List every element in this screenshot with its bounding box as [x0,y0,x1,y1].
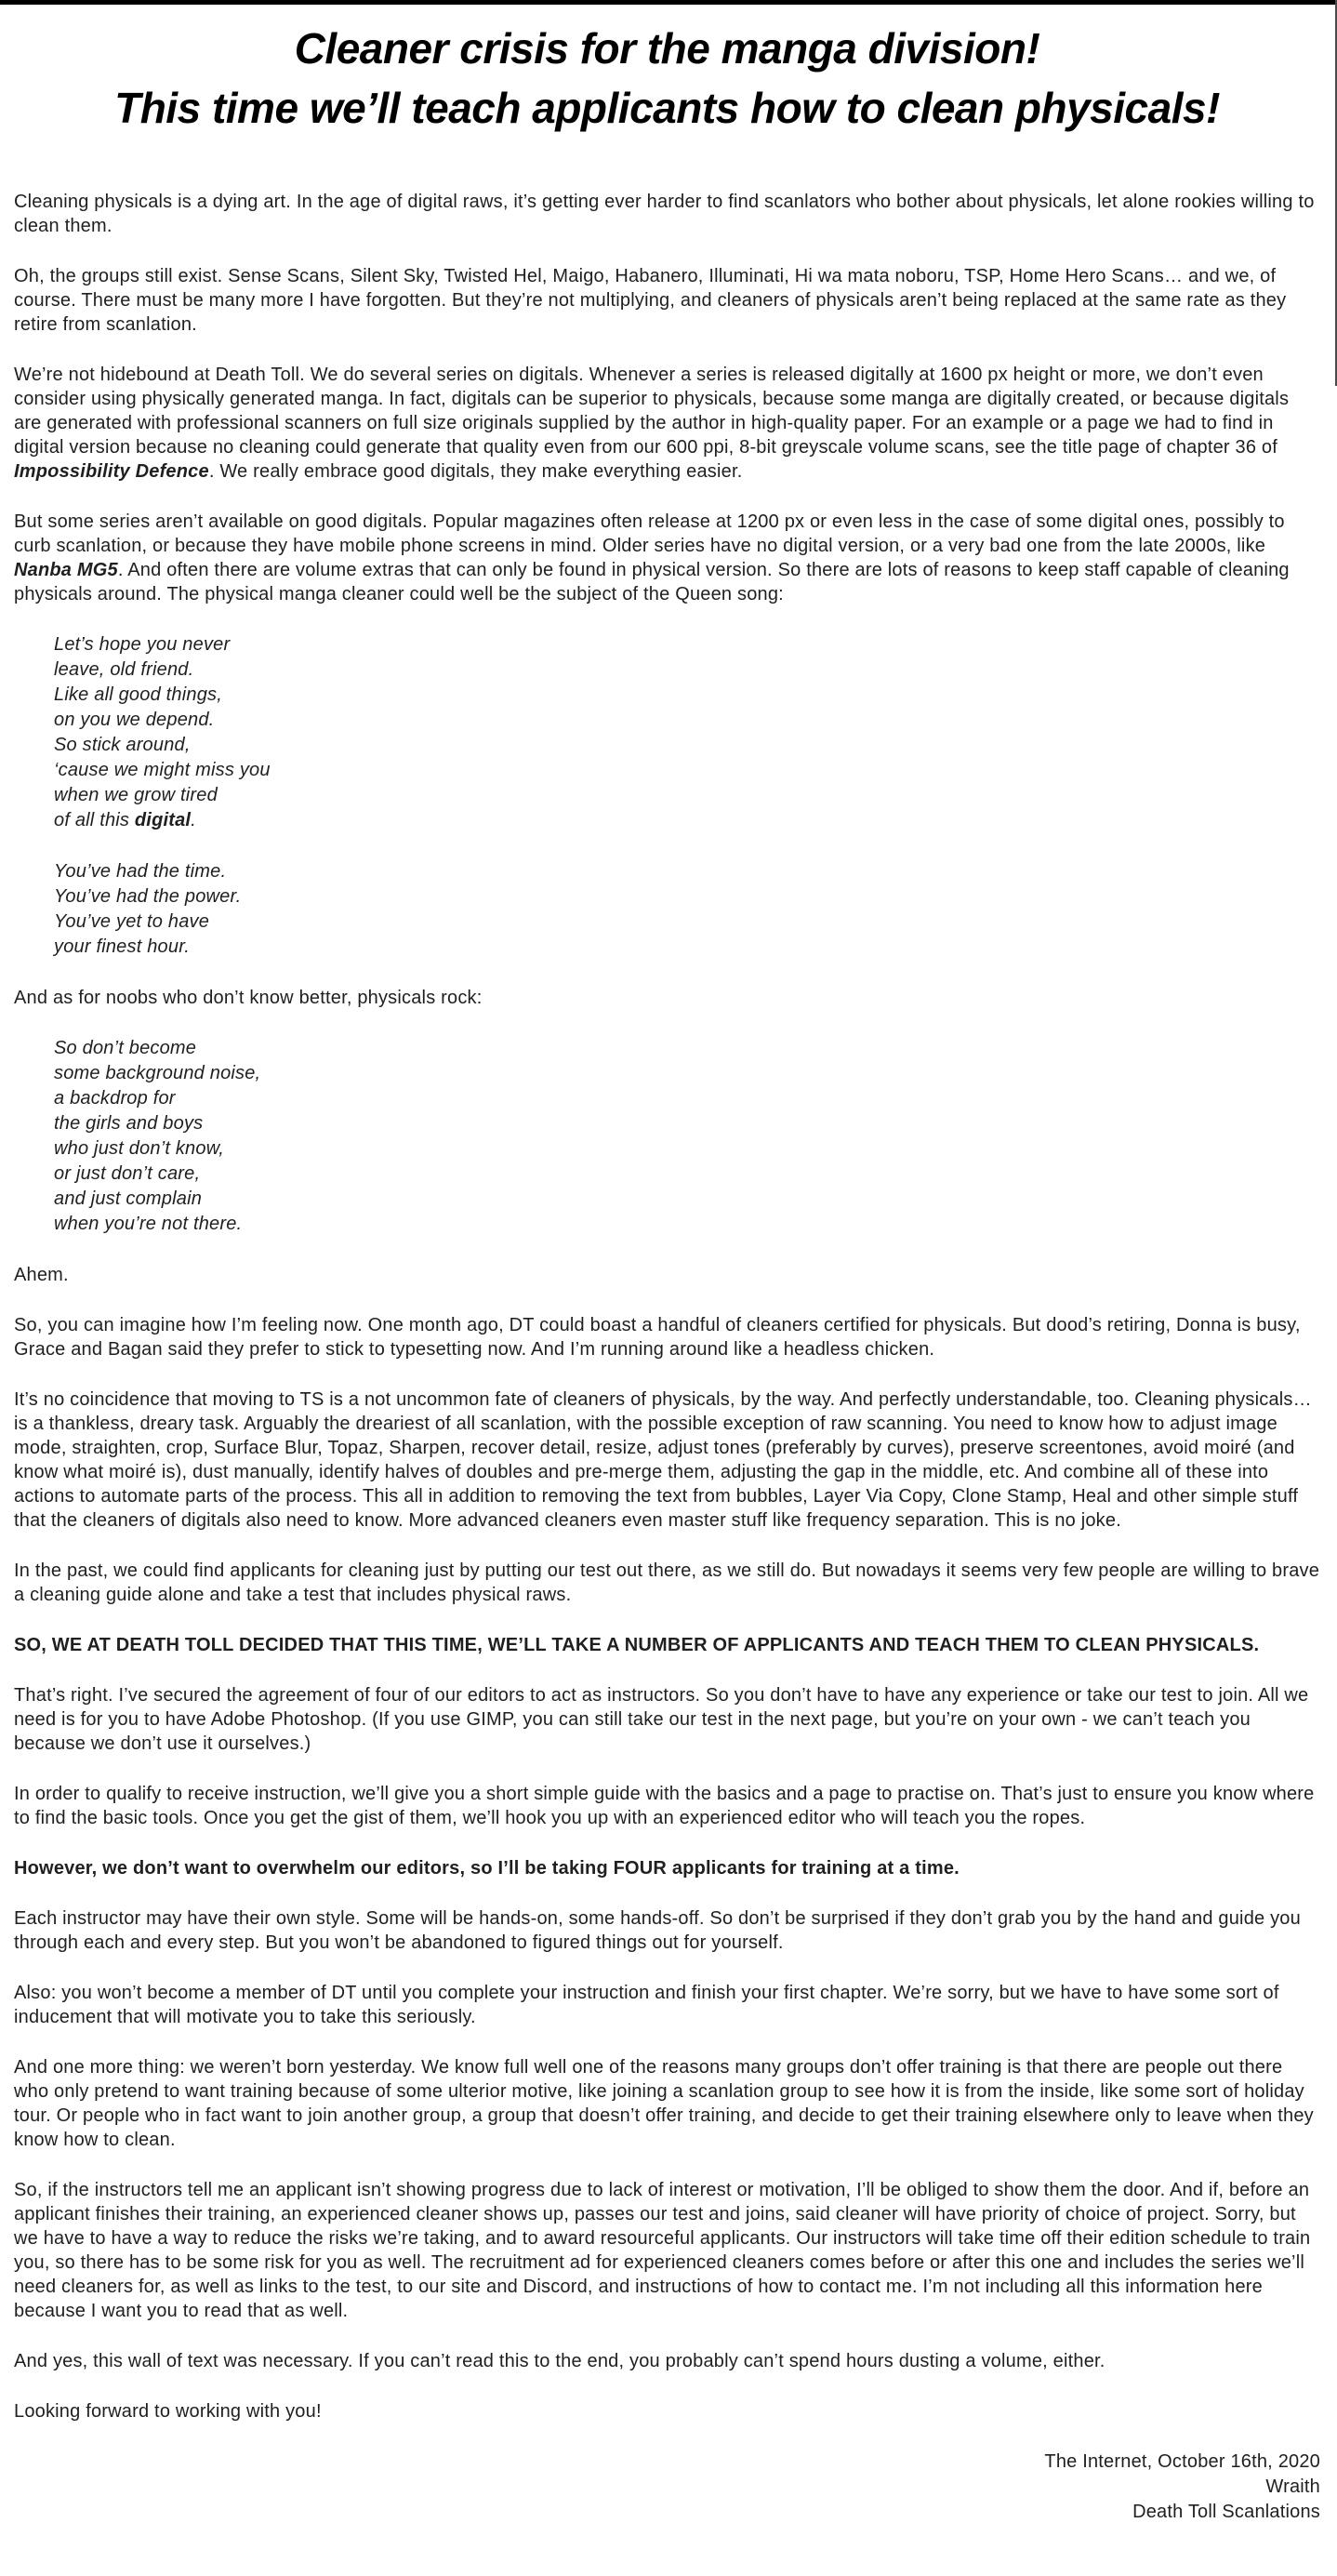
text-run: You’ve yet to have [54,911,210,932]
paragraph [14,190,1320,238]
paragraph [14,1981,1320,2029]
paragraph [14,1683,1320,1756]
verse-stanza [54,859,1320,960]
text-run: Nanba MG5 [14,560,118,580]
text-run: on you we depend. [54,710,215,730]
text-run: We’re not hidebound at Death Toll. We do several series on digitals. Whenever a series is released digitally at 1600 px height or more, we don’t even consider using physically generated manga. In fact, digitals can be superior to physicals, because some manga are digitally created, or because digitals are generated with professional scanners on full size originals supplied by the author in high-quality paper. For an example or a page we had to find in digital version because no cleaning could generate that quality even from our 600 ppi, 8-bit greyscale volume scans, see the title page of chapter 36 of [14,365,1290,458]
verse-line [54,783,1320,808]
verse-line [54,708,1320,733]
text-run: You’ve had the power. [54,886,242,907]
text-run: your finest hour. [54,936,191,957]
document-body [14,190,1320,2423]
text-run: In the past, we could find applicants for cleaning just by putting our test out there, as we still do. But nowadays it seems very few people are willing to brave a cleaning guide alone and take a test that includes physical raws. [14,1560,1320,1605]
verse-line [54,657,1320,683]
text-run: Also: you won’t become a member of DT until you complete your instruction and finish your first chapter. We’re sorry, but we have to have some sort of inducement that will motivate you to take this seriously. [14,1983,1279,2027]
text-run: However, we don’t want to overwhelm our editors, so I’ll be taking FOUR applicants for training at a time. [14,1858,960,1879]
paragraph [14,510,1320,606]
page-title-line-2: This time we’ll teach applicants how to clean physicals! [114,84,1220,132]
text-run: Looking forward to working with you! [14,2401,322,2422]
text-run: Impossibility Defence [14,461,209,482]
verse-line [54,1061,1320,1086]
text-run: SO, WE AT DEATH TOLL DECIDED THAT THIS TIME, WE’LL TAKE A NUMBER OF APPLICANTS AND TEACH THEM TO CLEAN PHYSICALS. [14,1635,1260,1655]
verse-line [54,1212,1320,1237]
text-run: who just don’t know, [54,1138,224,1159]
verse-line [54,910,1320,935]
signature-date: The Internet, October 16th, 2020 [1044,2451,1320,2472]
verse-line [54,859,1320,884]
text-run: That’s right. I’ve secured the agreement of four of our editors to act as instructors. So you don’t have to have any experience or take our test to join. All we need is for you to have Adobe Photoshop. (If you use GIMP, you can still take our test in the next page, but you’re on your own - we can’t teach you because we don’t use it ourselves.) [14,1685,1309,1754]
paragraph [14,986,1320,1010]
text-run: Ahem. [14,1265,69,1285]
signature-group: Death Toll Scanlations [1132,2502,1320,2522]
text-run: And one more thing: we weren’t born yesterday. We know full well one of the reasons many groups don’t offer training is that there are people out there who only pretend to want training because of some ulterior motive, like joining a scanlation group to see how it is from the inside, like some sort of holiday tour. Or people who in fact want to join another group, a group that doesn’t offer training, and decide to get their training elsewhere only to leave when they know how to clean. [14,2057,1314,2150]
verse-line [54,758,1320,783]
paragraph [14,1633,1320,1657]
verse-stanza [54,1036,1320,1237]
text-run: So, if the instructors tell me an applicant isn’t showing progress due to lack of interest or motivation, I’ll be obliged to show them the door. And if, before an applicant finishes their training, an experienced cleaner shows up, passes our test and joins, said cleaner will have priority of choice of project. Sorry, but we have to have a way to reduce the risks we’re taking, and to award resourceful applicants. Our instructors will take time off their edition schedule to train you, so there has to be some risk for you as well. The recruitment ad for experienced cleaners comes before or after this one and includes the series we’ll need cleaners for, as well as links to the test, to our site and Discord, and instructions of how to contact me. I’m not including all this information here because I want you to read that as well. [14,2180,1311,2321]
verse-line [54,1162,1320,1187]
verse-line [54,808,1320,833]
text-run: ‘cause we might miss you [54,760,271,780]
text-run: You’ve had the time. [54,861,227,882]
text-run: So stick around, [54,735,191,755]
paragraph [14,2055,1320,2152]
text-run: a backdrop for [54,1088,176,1109]
text-run: And yes, this wall of text was necessary. If you can’t read this to the end, you probably can’t spend hours dusting a volume, either. [14,2351,1105,2371]
page-title [14,13,1320,138]
verse-line [54,884,1320,910]
top-border-bar [0,0,1337,5]
verse-stanza [54,632,1320,833]
signature-author: Wraith [1265,2476,1320,2497]
text-run: Oh, the groups still exist. Sense Scans, Silent Sky, Twisted Hel, Maigo, Habanero, Illuminati, Hi wa mata noboru, TSP, Home Hero Scans… and we, of course. There must be many more I have forgotten. But they’re not multiplying, and cleaners of physicals aren’t being replaced at the same rate as they retire from scanlation. [14,266,1287,335]
paragraph [14,2178,1320,2323]
paragraph [14,1263,1320,1287]
verse-line [54,683,1320,708]
text-run: leave, old friend. [54,659,194,680]
signature-block [14,2450,1320,2525]
text-run: of all this [54,810,135,830]
text-run: . [191,810,196,830]
text-run: . We really embrace good digitals, they make everything easier. [208,461,743,482]
text-run: when we grow tired [54,785,218,805]
paragraph [14,2399,1320,2423]
text-run: and just complain [54,1188,203,1209]
verse-line [54,1111,1320,1136]
verse-line [54,1036,1320,1061]
text-run: It’s no coincidence that moving to TS is a not uncommon fate of cleaners of physicals, by the way. And perfectly understandable, too. Cleaning physicals… is a thankless, dreary task. Arguably the dreariest of all scanlation, with the possible exception of raw scanning. You need to know how to adjust image mode, straighten, crop, Surface Blur, Topaz, Sharpen, recover detail, resize, adjust tones (preferably by curves), preserve screentones, avoid moiré (and know what moiré is), dust manually, identify halves of doubles and pre-merge them, adjusting the gap in the middle, etc. And combine all of these into actions to automate parts of the process. This all in addition to removing the text from bubbles, Layer Via Copy, Clone Stamp, Heal and other simple stuff that the cleaners of digitals also need to know. More advanced cleaners even master stuff like frequency separation. This is no joke. [14,1389,1312,1531]
text-run: In order to qualify to receive instruction, we’ll give you a short simple guide with the basics and a page to practise on. That’s just to ensure you know where to find the basic tools. Once you get the gist of them, we’ll hook you up with an experienced editor who will teach you the ropes. [14,1784,1315,1828]
paragraph [14,1906,1320,1955]
text-run: or just don’t care, [54,1163,201,1184]
paragraph [14,1782,1320,1830]
verse-line [54,632,1320,657]
text-run: Like all good things, [54,684,222,705]
text-run: Cleaning physicals is a dying art. In the age of digital raws, it’s getting ever harder to find scanlators who bother about physicals, let alone rookies willing to clean them. [14,192,1315,236]
text-run: But some series aren’t available on good digitals. Popular magazines often release at 1200 px or even less in the case of some digital ones, possibly to curb scanlation, or because they have mobile phone screens in mind. Older series have no digital version, or a very bad one from the late 2000s, like [14,511,1285,556]
text-run: some background noise, [54,1063,261,1083]
paragraph [14,1388,1320,1533]
paragraph [14,1559,1320,1607]
text-run: So, you can imagine how I’m feeling now. One month ago, DT could boast a handful of cleaners certified for physicals. But dood’s retiring, Donna is busy, Grace and Bagan said they prefer to stick to typesetting now. And I’m running around like a headless chicken. [14,1315,1301,1360]
text-run: when you’re not there. [54,1214,243,1234]
text-run: digital [134,810,192,830]
text-run: Each instructor may have their own style. Some will be hands-on, some hands-off. So don’t be surprised if they don’t grab you by the hand and guide you through each and every step. But you won’t be abandoned to figured things out for yourself. [14,1908,1301,1953]
verse-line [54,733,1320,758]
paragraph [14,2349,1320,2373]
text-run: . And often there are volume extras that can only be found in physical version. So there are lots of reasons to keep staff capable of cleaning physicals around. The physical manga cleaner could well be the subject of the Queen song: [14,560,1290,604]
page-title-line-1: Cleaner crisis for the manga division! [294,24,1040,73]
verse-line [54,1136,1320,1162]
paragraph [14,1313,1320,1361]
verse-line [54,935,1320,960]
paragraph [14,363,1320,484]
text-run: Let’s hope you never [54,634,231,655]
text-run: So don’t become [54,1038,197,1058]
text-run: the girls and boys [54,1113,204,1134]
paragraph [14,1856,1320,1880]
verse-line [54,1187,1320,1212]
paragraph [14,264,1320,337]
verse-line [54,1086,1320,1111]
text-run: And as for noobs who don’t know better, physicals rock: [14,988,483,1008]
